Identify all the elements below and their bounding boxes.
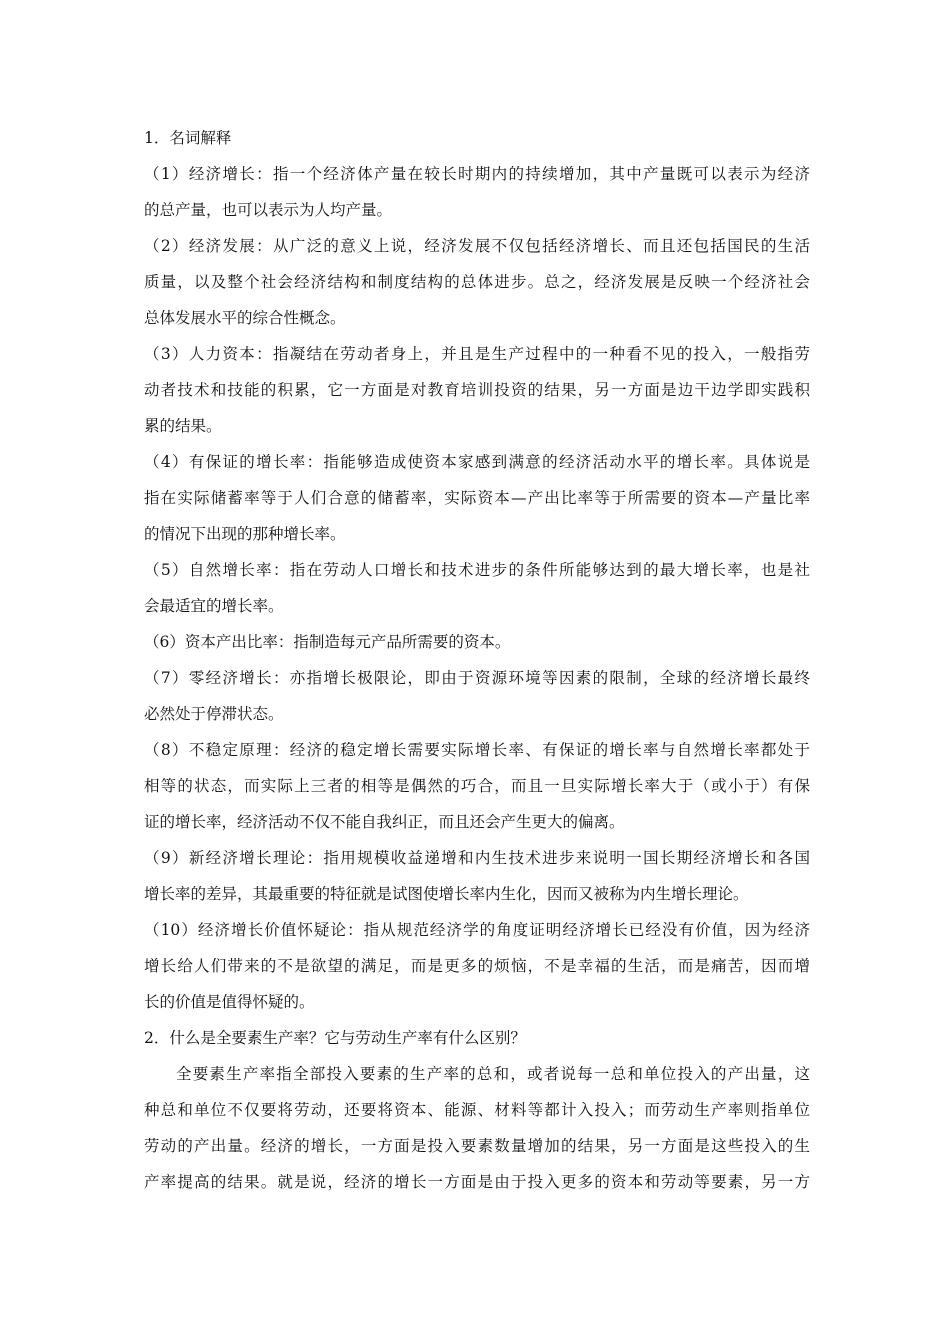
text-line: （4）有保证的增长率：指能够造成使资本家感到满意的经济活动水平的增长率。具体说是 [144, 453, 810, 471]
text-line: （3）人力资本：指凝结在劳动者身上，并且是生产过程中的一种看不见的投入，一般指劳 [144, 345, 810, 363]
text-line: 指在实际储蓄率等于人们合意的储蓄率，实际资本—产出比率等于所需要的资本—产量比率 [144, 489, 810, 507]
text-line: 种总和单位不仅要将劳动，还要将资本、能源、材料等都计入投入；而劳动生产率则指单位 [144, 1101, 810, 1119]
text-line: （6）资本产出比率：指制造每元产品所需要的资本。 [144, 633, 511, 651]
text-line: 相等的状态，而实际上三者的相等是偶然的巧合，而且一旦实际增长率大于（或小于）有保 [144, 777, 810, 795]
text-line: 长的价值是值得怀疑的。 [144, 993, 315, 1011]
text-line: （10）经济增长价值怀疑论：指从规范经济学的角度证明经济增长已经没有价值，因为经济 [144, 921, 810, 939]
text-line: （5）自然增长率：指在劳动人口增长和技术进步的条件所能够达到的最大增长率，也是社 [144, 561, 810, 579]
text-line: 的总产量，也可以表示为人均产量。 [144, 201, 393, 219]
section-heading: 2．什么是全要素生产率？它与劳动生产率有什么区别？ [144, 1029, 526, 1047]
text-line: 增长给人们带来的不是欲望的满足，而是更多的烦恼，不是幸福的生活，而是痛苦，因而增 [144, 957, 810, 975]
text-line: 质量，以及整个社会经济结构和制度结构的总体进步。总之，经济发展是反映一个经济社会 [144, 273, 810, 291]
text-line: 总体发展水平的综合性概念。 [144, 309, 346, 327]
text-line: 会最适宜的增长率。 [144, 597, 284, 615]
text-line: 劳动的产出量。经济的增长，一方面是投入要素数量增加的结果，另一方面是这些投入的生 [144, 1137, 810, 1155]
text-line: （2）经济发展：从广泛的意义上说，经济发展不仅包括经济增长、而且还包括国民的生活 [144, 237, 810, 255]
text-line: 增长率的差异，其最重要的特征就是试图使增长率内生化，因而又被称为内生增长理论。 [144, 885, 749, 903]
document-page [144, 120, 810, 1200]
text-line: 全要素生产率指全部投入要素的生产率的总和，或者说每一总和单位投入的产出量，这 [176, 1065, 810, 1083]
text-line: 必然处于停滞状态。 [144, 705, 284, 723]
text-line: 累的结果。 [144, 417, 222, 435]
section-heading: 1．名词解释 [144, 129, 232, 147]
text-line: （7）零经济增长：亦指增长极限论，即由于资源环境等因素的限制，全球的经济增长最终 [144, 669, 810, 687]
text-line: （1）经济增长：指一个经济体产量在较长时期内的持续增加，其中产量既可以表示为经济 [144, 165, 810, 183]
text-line: （8）不稳定原理：经济的稳定增长需要实际增长率、有保证的增长率与自然增长率都处于 [144, 741, 810, 759]
text-line: 证的增长率，经济活动不仅不能自我纠正，而且还会产生更大的偏离。 [144, 813, 625, 831]
text-line: 动者技术和技能的积累，它一方面是对教育培训投资的结果，另一方面是边干边学即实践积 [144, 381, 810, 399]
text-line: 的情况下出现的那种增长率。 [144, 525, 346, 543]
text-line: 产率提高的结果。就是说，经济的增长一方面是由于投入更多的资本和劳动等要素，另一方 [144, 1173, 810, 1191]
text-line: （9）新经济增长理论：指用规模收益递增和内生技术进步来说明一国长期经济增长和各国 [144, 849, 810, 867]
